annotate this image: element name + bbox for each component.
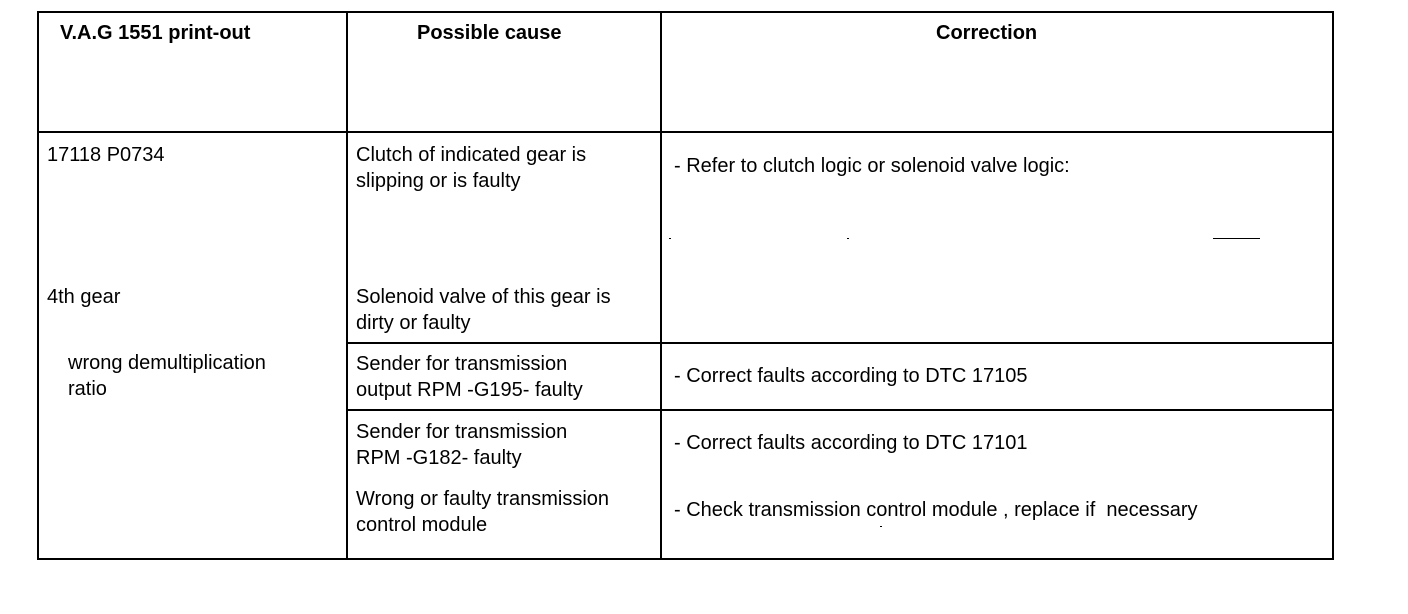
scan-mark — [880, 526, 882, 527]
fault-description-line1: wrong demultiplication — [68, 352, 266, 374]
cause-tcm-line1: Wrong or faulty transmission — [356, 488, 610, 510]
header-cause: Possible cause — [417, 22, 562, 44]
fault-code: 17118 P0734 — [47, 144, 165, 166]
fault-description-line2: ratio — [68, 378, 107, 400]
header-printout: V.A.G 1551 print-out — [60, 22, 251, 44]
correction-dtc-17105: - Correct faults according to DTC 17105 — [674, 365, 1028, 387]
scan-mark — [847, 238, 849, 239]
cause-g182-line1: Sender for transmission — [356, 421, 568, 443]
row-divider-1 — [346, 342, 1334, 344]
diagnostic-table — [37, 11, 1334, 560]
cause-solenoid-line2: dirty or faulty — [356, 312, 471, 334]
correction-clutch-logic: - Refer to clutch logic or solenoid valve logic: — [674, 155, 1070, 177]
column-divider-2 — [660, 11, 662, 560]
header-correction: Correction — [936, 22, 1038, 44]
cause-solenoid-line1: Solenoid valve of this gear is — [356, 286, 611, 308]
cause-g195-line1: Sender for transmission — [356, 353, 568, 375]
cause-g195-line2: output RPM -G195- faulty — [356, 379, 583, 401]
cause-clutch-line2: slipping or is faulty — [356, 170, 521, 192]
header-row-divider — [37, 131, 1334, 133]
fault-gear: 4th gear — [47, 286, 121, 308]
row-divider-2 — [346, 409, 1334, 411]
cause-clutch-line1: Clutch of indicated gear is — [356, 144, 587, 166]
correction-dtc-17101: - Correct faults according to DTC 17101 — [674, 432, 1028, 454]
correction-check-tcm: - Check transmission control module , replace if necessary — [674, 499, 1198, 521]
cause-g182-line2: RPM -G182- faulty — [356, 447, 522, 469]
cause-tcm-line2: control module — [356, 514, 488, 536]
scan-mark — [669, 238, 671, 239]
column-divider-1 — [346, 11, 348, 560]
scan-mark-line — [1213, 238, 1260, 239]
